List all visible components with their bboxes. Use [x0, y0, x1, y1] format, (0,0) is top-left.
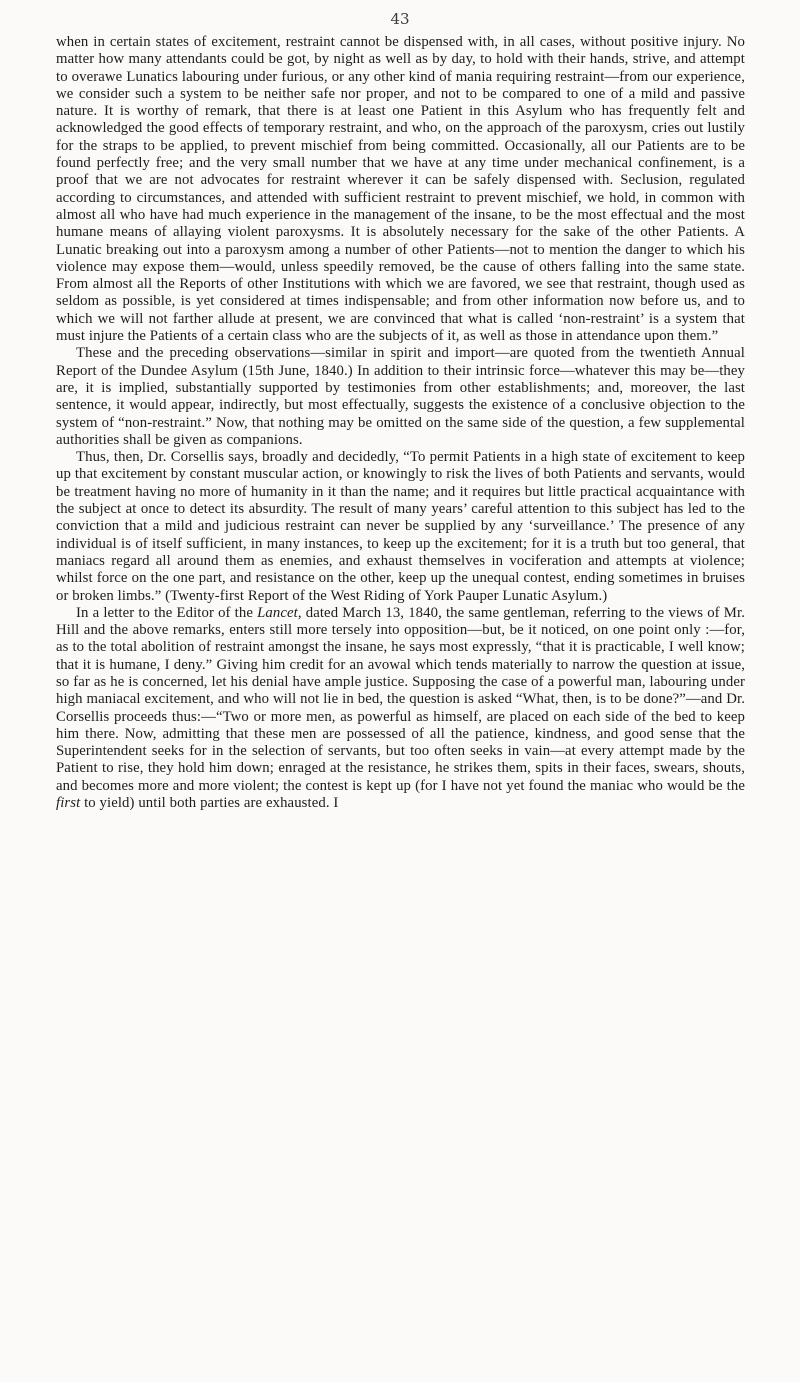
page-number: 43 [390, 10, 410, 28]
paragraph-4 [56, 605, 745, 813]
paragraph-4-end: to yield) until both parties are exhausted. I [80, 795, 339, 812]
paragraph-3: Thus, then, Dr. Corsellis says, broadly and decidedly, “To permit Patients in a high state of excitement to keep up that excitement by constant muscular action, or knowingly to risk the lives of both Patients and servants, would be treatment having no more of humanity in it than the name; and it requires but little practical acquaintance with the subject at once to detect its absurdity. The result of many years’ careful attention to this subject has led to the conviction that a mild and judicious restraint can never be supplied by any ‘surveillance.’ The presence of any individual is of itself sufficient, in many instances, to keep up the excitement; for it is a truth but too general, that maniacs regard all around them as enemies, and exhaust themselves in vociferation and attempts at violence; whilst force on the one part, and resistance on the other, keep up the unequal contest, ending sometimes in bruises or broken limbs.” (Twenty-first Report of the West Riding of York Pauper Lunatic Asylum.) [56, 449, 745, 604]
paragraph-2: These and the preceding observations—similar in spirit and import—are quoted from the twentieth Annual Report of the Dundee Asylum (15th June, 1840.) In addition to their intrinsic force—whatever this may be—they are, it is implied, substantially supported by testimonies from other establishments; and, moreover, the last sentence, it would appear, indirectly, but most effectually, suggests the existence of a conclusive objection to the system of “non-restraint.” Now, that nothing may be omitted on the same side of the question, a few supplemental authorities shall be given as companions. [56, 345, 745, 448]
body-text [56, 34, 745, 812]
paragraph-4-middle: , dated March 13, 1840, the same gentleman, referring to the views of Mr. Hill and the above remarks, enters still more tersely into opposition—but, be it noticed, on one point only :—for, as to the total abolition of restraint amongst the insane, he says most expressly, “that it is practicable, I well know; that it is humane, I deny.” Giving him credit for an avowal which tends materially to narrow the question at issue, so far as he is concerned, let his denial have ample justice. Supposing the case of a powerful man, labouring under high maniacal excitement, and who will not lie in bed, the question is asked “What, then, is to be done?”—and Dr. Corsellis proceeds thus:—“Two or more men, as powerful as himself, are placed on each side of the bed to keep him there. Now, admitting that these men are possessed of all the patience, kindness, and good sense that the Superintendent seeks for in the selection of servants, but too often seeks in vain—at every attempt made by the Patient to rise, they hold him down; enraged at the resistance, he strikes them, spits in their faces, swears, shouts, and becomes more and more violent; the contest is kept up (for I have not yet found the maniac who would be the [56, 604, 745, 794]
paragraph-1: when in certain states of excitement, restraint cannot be dispensed with, in all cases, without positive injury. No matter how many attendants could be got, by night as well as by day, to hold with their hands, strive, and attempt to overawe Lunatics labouring under furious, or any other kind of mania requiring restraint—from our experience, we consider such a system to be neither safe nor proper, and not to be compared to one of a mild and passive nature. It is worthy of remark, that there is at least one Patient in this Asylum who has frequently felt and acknowledged the good effects of temporary restraint, and who, on the approach of the paroxysm, cries out lustily for the straps to be applied, to prevent mischief from being committed. Occasionally, all our Patients are to be found perfectly free; and the very small number that we have at any time under mechanical confinement, is a proof that we are not advocates for restraint wherever it can be safely dispensed with. Seclusion, regulated according to circumstances, and attended with sufficient restraint to prevent mischief, we hold, in common with almost all who have had much experience in the management of the insane, to be the most effectual and the most humane means of allaying violent paroxysms. It is absolutely necessary for the sake of the other Patients. A Lunatic breaking out into a paroxysm among a number of other Patients—not to mention the danger to which his violence may expose them—would, unless speedily removed, be the cause of others falling into the same state. From almost all the Reports of other Institutions with which we are favored, we see that restraint, though used as seldom as possible, is yet considered at times indispensable; and from other information now before us, and to which we will not farther allude at present, we are convinced that what is called ‘non-restraint’ is a system that must injure the Patients of a certain class who are the subjects of it, as well as those in attendance upon them.” [56, 34, 745, 345]
lancet-title: Lancet [257, 604, 298, 621]
paragraph-4-start: In a letter to the Editor of the [76, 604, 258, 621]
first-emphasis: first [56, 795, 81, 812]
